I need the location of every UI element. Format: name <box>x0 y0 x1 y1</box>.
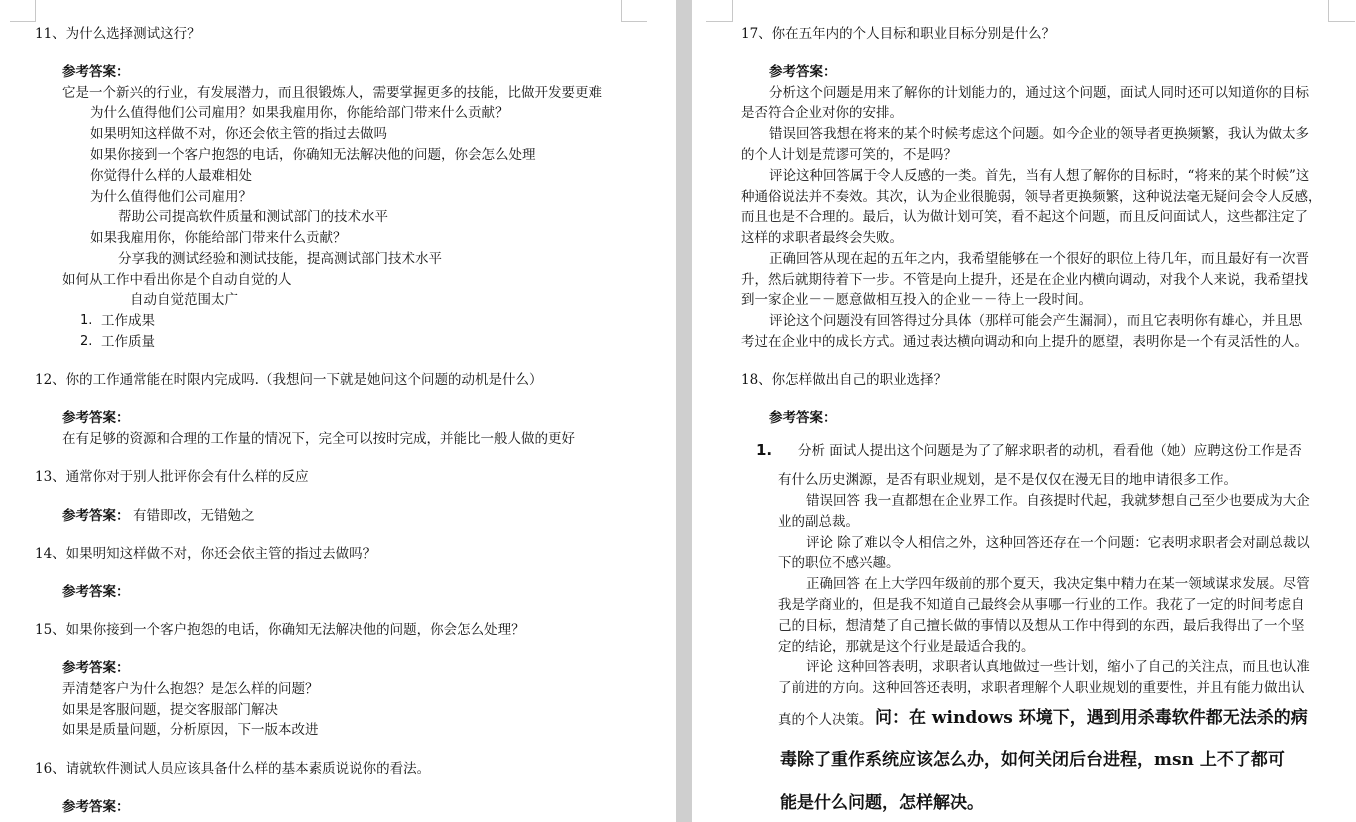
answer-line: 业的副总裁。 <box>778 514 859 530</box>
answer-line: 升，然后就期待着下一步。不管是向上提升，还是在企业内横向调动，对我个人来说，我希望找 <box>741 272 1308 288</box>
answer-label: 参考答案： <box>62 64 130 80</box>
list-item: 工作质量 <box>101 334 155 350</box>
answer-line: 如果我雇用你，你能给部门带来什么贡献？ <box>90 230 347 246</box>
answer-line: 它是一个新兴的行业，有发展潜力，而且很锻炼人，需要掌握更多的技能，比做开发要更难 <box>62 85 602 101</box>
answer-label: 参考答案： <box>62 799 130 815</box>
answer-line: 弄清楚客户为什么抱怨？是怎么样的问题？ <box>62 681 319 697</box>
bold-question: 问：在 windows 环境下，遇到用杀毒软件都无法杀的病 <box>875 708 1308 728</box>
question-heading: 11、为什么选择测试这行？ <box>35 26 201 42</box>
answer-line: 有什么历史渊源，是否有职业规划，是不是仅仅在漫无目的地申请很多工作。 <box>778 472 1237 488</box>
answer-line: 分析 面试人提出这个问题是为了了解求职者的动机，看看他（她）应聘这份工作是否 <box>798 443 1302 459</box>
answer-line: 自动自觉范围太广 <box>130 292 238 308</box>
question-heading: 15、如果你接到一个客户抱怨的电话，你确知无法解决他的问题，你会怎么处理？ <box>35 622 525 638</box>
list-number: 1. <box>80 313 93 328</box>
bold-question: 能是什么问题，怎样解决。 <box>780 793 984 813</box>
question-heading: 13、通常你对于别人批评你会有什么样的反应 <box>35 469 309 485</box>
crop-mark <box>621 0 647 22</box>
answer-line: 是否符合企业对你的安排。 <box>741 105 903 121</box>
answer-line: 评论这个问题没有回答得过分具体（那样可能会产生漏洞），而且它表明你有雄心，并且思 <box>769 313 1303 329</box>
answer-label: 参考答案： <box>62 660 130 676</box>
crop-mark <box>706 0 733 22</box>
answer-line: 评论 除了难以令人相信之外，这种回答还存在一个问题：它表明求职者会对副总裁以 <box>806 535 1310 551</box>
answer-line: 分享我的测试经验和测试技能，提高测试部门技术水平 <box>118 251 442 267</box>
answer-line: 帮助公司提高软件质量和测试部门的技术水平 <box>118 209 388 225</box>
answer-line: 定的结论，那就是这个行业是最适合我的。 <box>778 639 1035 655</box>
answer-line: 错误回答 我一直都想在企业界工作。自孩提时代起，我就梦想自己至少也要成为大企 <box>806 493 1310 509</box>
answer-line: 而且也是不合理的。最后，认为做计划可笑，看不起这个问题，而且反问面试人，这些都注定了 <box>741 209 1308 225</box>
answer-line: 如果是质量问题，分析原因，下一版本改进 <box>62 722 319 738</box>
answer-label: 参考答案： <box>62 410 130 426</box>
answer-line: 评论 这种回答表明，求职者认真地做过一些计划，缩小了自己的关注点，而且也认准 <box>806 659 1310 675</box>
answer-line: 真的个人决策。 <box>778 712 873 728</box>
answer-line: 为什么值得他们公司雇用？如果我雇用你，你能给部门带来什么贡献？ <box>90 105 509 121</box>
answer-line: 考过在企业中的成长方式。通过表达横向调动和向上提升的愿望，表明你是一个有灵活性的人。 <box>741 334 1308 350</box>
list-item: 工作成果 <box>101 313 155 329</box>
answer-label: 参考答案： <box>769 64 837 80</box>
question-heading: 16、请就软件测试人员应该具备什么样的基本素质说说你的看法。 <box>35 761 431 777</box>
answer-line: 己的目标，想清楚了自己擅长做的事情以及想从工作中得到的东西，最后我得出了一个坚 <box>778 618 1305 634</box>
answer-line: 如何从工作中看出你是个自动自觉的人 <box>62 272 292 288</box>
crop-mark <box>10 0 36 22</box>
bold-question: 毒除了重作系统应该怎么办，如何关闭后台进程，msn 上不了都可 <box>780 750 1285 770</box>
page-gutter <box>676 0 692 822</box>
document-page-left <box>0 0 676 822</box>
answer-line: 这样的求职者最终会失败。 <box>741 230 903 246</box>
answer-line: 正确回答 在上大学四年级前的那个夏天，我决定集中精力在某一领域谋求发展。尽管 <box>806 576 1310 592</box>
answer-label: 参考答案： <box>769 410 837 426</box>
answer-line: 如果你接到一个客户抱怨的电话，你确知无法解决他的问题，你会怎么处理 <box>90 147 536 163</box>
answer-line: 下的职位不感兴趣。 <box>778 555 900 571</box>
answer-line: 如果是客服问题，提交客服部门解决 <box>62 702 278 718</box>
question-heading: 17、你在五年内的个人目标和职业目标分别是什么？ <box>741 26 1056 42</box>
answer-line: 正确回答从现在起的五年之内，我希望能够在一个很好的职位上待几年，而且最好有一次晋 <box>769 251 1309 267</box>
answer-line: 种通俗说法并不奏效。其次，认为企业很脆弱，领导者更换频繁，这种说法毫无疑问会令人反感， <box>741 189 1322 205</box>
question-heading: 14、如果明知这样做不对，你还会依主管的指过去做吗？ <box>35 546 377 562</box>
answer-line: 错误回答我想在将来的某个时候考虑这个问题。如今企业的领导者更换频繁，我认为做太多 <box>769 126 1309 142</box>
answer-line: 的个人计划是荒谬可笑的，不是吗？ <box>741 147 957 163</box>
answer-line: 分析这个问题是用来了解你的计划能力的，通过这个问题，面试人同时还可以知道你的目标 <box>769 85 1309 101</box>
answer-line: 你觉得什么样的人最难相处 <box>90 168 252 184</box>
answer-line: 在有足够的资源和合理的工作量的情况下，完全可以按时完成，并能比一般人做的更好 <box>62 431 575 447</box>
list-number: 2. <box>80 334 93 349</box>
document-page-right <box>692 0 1356 822</box>
question-heading: 12、你的工作通常能在时限内完成吗.（我想问一下就是她问这个问题的动机是什么） <box>35 372 543 388</box>
answer-label: 参考答案： <box>62 584 130 600</box>
list-number: 1. <box>756 441 773 459</box>
answer-line: 如果明知这样做不对，你还会依主管的指过去做吗 <box>90 126 387 142</box>
answer-line: 有错即改，无错勉之 <box>133 508 255 524</box>
answer-line: 到一家企业－－愿意做相互投入的企业－－待上一段时间。 <box>741 292 1092 308</box>
answer-line: 了前进的方向。这种回答还表明，求职者理解个人职业规划的重要性，并且有能力做出认 <box>778 680 1305 696</box>
answer-line: 为什么值得他们公司雇用？ <box>90 189 252 205</box>
question-heading: 18、你怎样做出自己的职业选择？ <box>741 372 948 388</box>
answer-line: 评论这种回答属于令人反感的一类。首先，当有人想了解你的目标时，“将来的某个时候”这 <box>769 168 1310 184</box>
answer-label: 参考答案： <box>62 508 130 524</box>
crop-mark <box>1328 0 1355 22</box>
answer-line: 我是学商业的，但是我不知道自己最终会从事哪一行业的工作。我花了一定的时间考虑自 <box>778 597 1305 613</box>
